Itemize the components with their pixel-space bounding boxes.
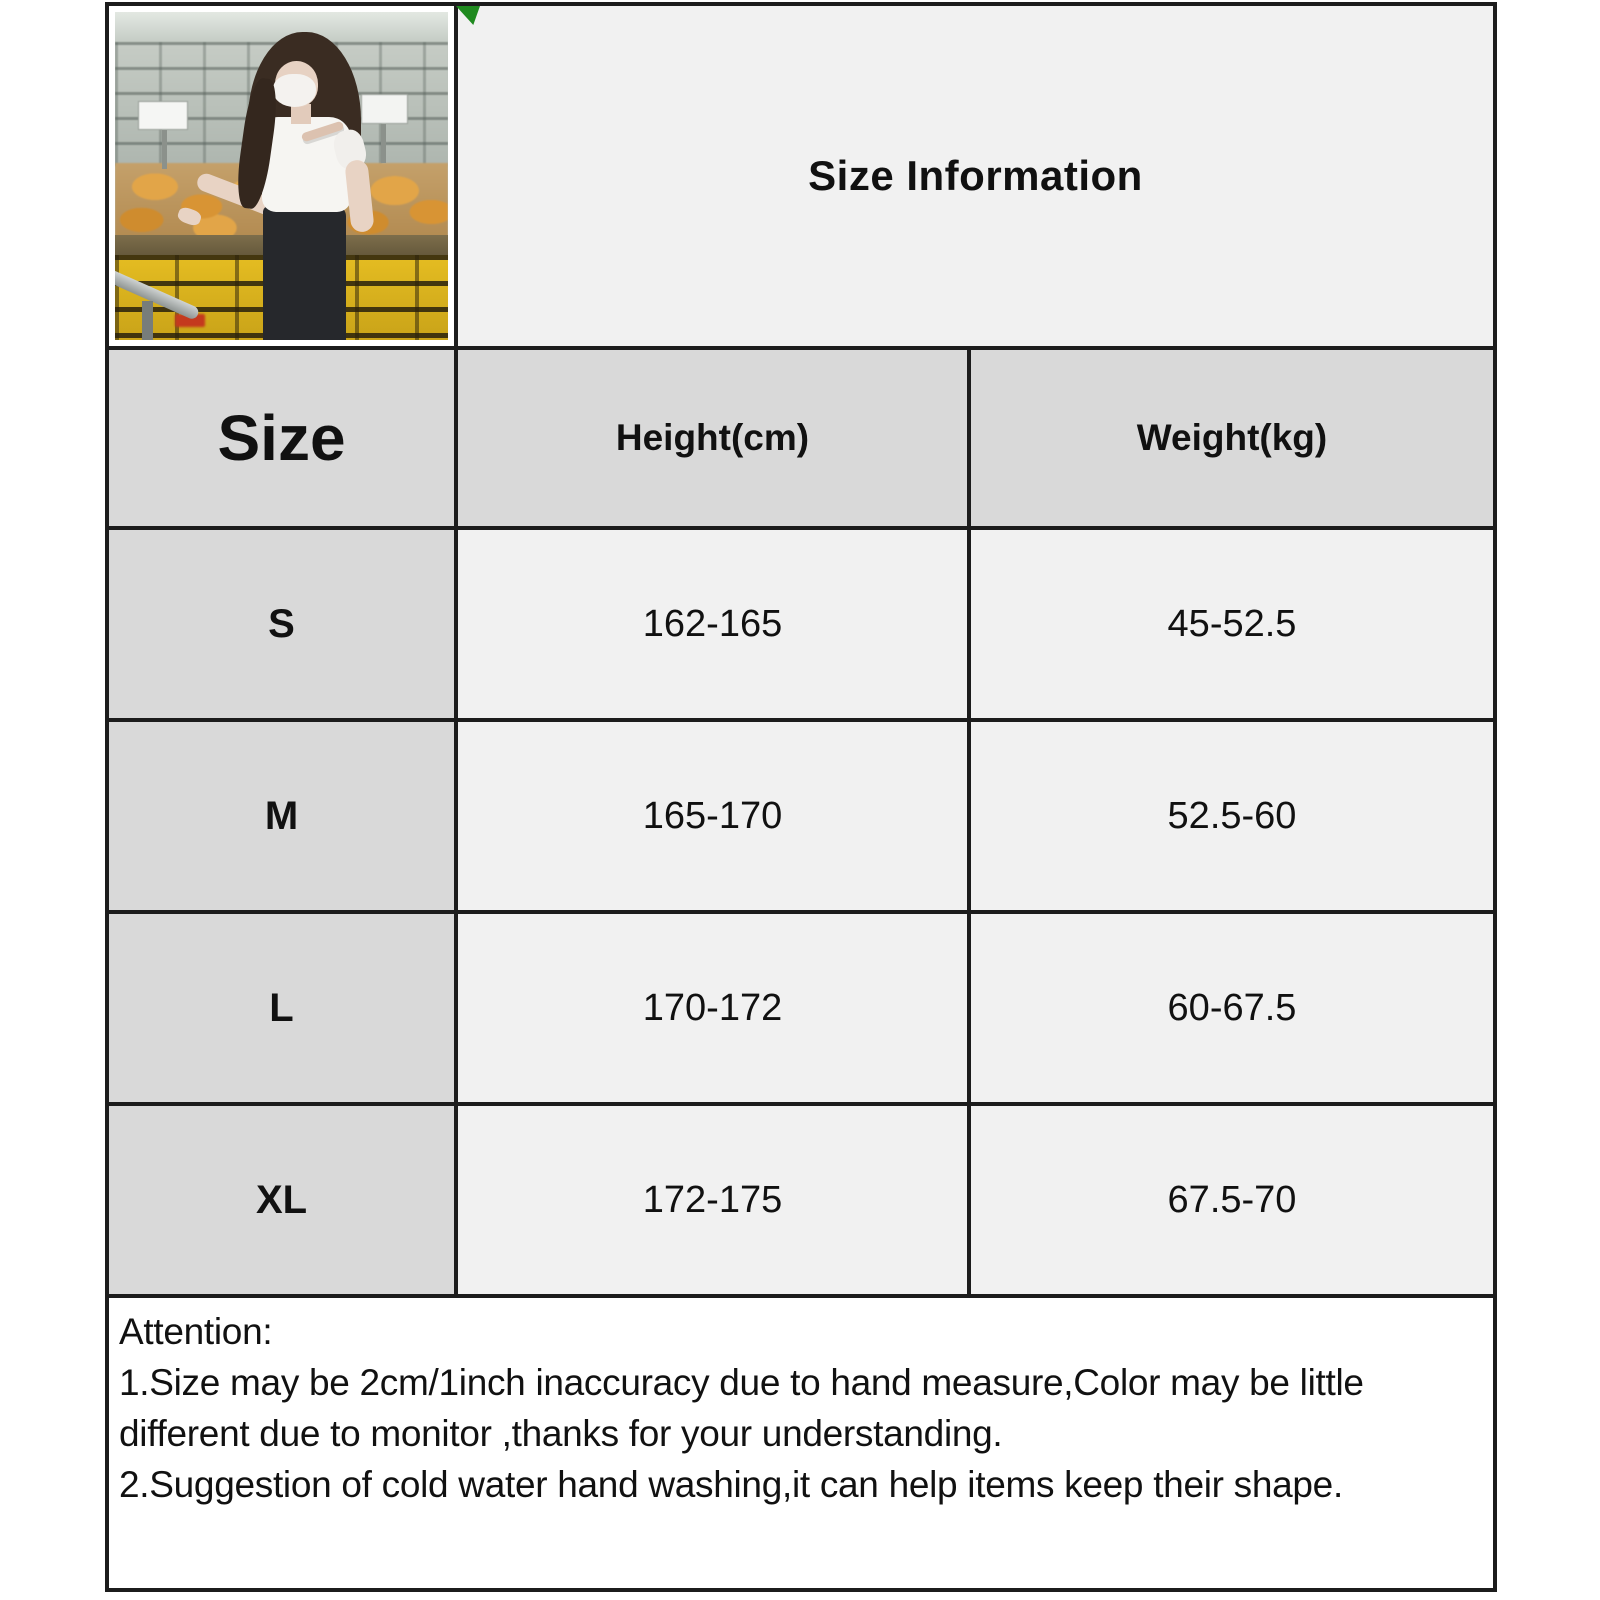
row-l-height-value: 170-172: [458, 914, 971, 1106]
row-s-weight-value: 45-52.5: [971, 530, 1493, 722]
product-photo: [109, 6, 458, 350]
photo-model-jeans: [263, 206, 346, 340]
row-s-size-label: S: [109, 530, 458, 722]
row-m-height-value: 165-170: [458, 722, 971, 914]
product-photo-collage: [115, 12, 448, 340]
row-xl-size-label: XL: [109, 1106, 458, 1298]
column-header-weight: Weight(kg): [971, 350, 1493, 530]
attention-note-2: 2.Suggestion of cold water hand washing,it can help items keep their shape.: [119, 1464, 1343, 1506]
photo-sign-post-right: [381, 124, 386, 163]
title-panel: [458, 6, 1493, 350]
row-xl-height-value: 172-175: [458, 1106, 971, 1298]
photo-cart-post: [142, 301, 154, 340]
row-l-size-label: L: [109, 914, 458, 1106]
row-m-size-label: M: [109, 722, 458, 914]
attention-note: [109, 1298, 1493, 1588]
attention-heading: Attention:: [119, 1311, 273, 1352]
column-header-height: Height(cm): [458, 350, 971, 530]
size-chart-sheet: [105, 2, 1497, 1592]
row-m-weight-value: 52.5-60: [971, 722, 1493, 914]
row-l-weight-value: 60-67.5: [971, 914, 1493, 1106]
row-s-height-value: 162-165: [458, 530, 971, 722]
page-title: Size Information: [808, 152, 1143, 199]
attention-note-1: 1.Size may be 2cm/1inch inaccuracy due to hand measure,Color may be little different due to monitor ,thanks for your understanding.: [119, 1362, 1364, 1455]
photo-price-sign-right: [361, 94, 408, 124]
row-xl-weight-value: 67.5-70: [971, 1106, 1493, 1298]
column-header-size: Size: [109, 350, 458, 530]
photo-sign-post-left: [162, 130, 167, 169]
photo-price-sign-left: [138, 101, 188, 131]
